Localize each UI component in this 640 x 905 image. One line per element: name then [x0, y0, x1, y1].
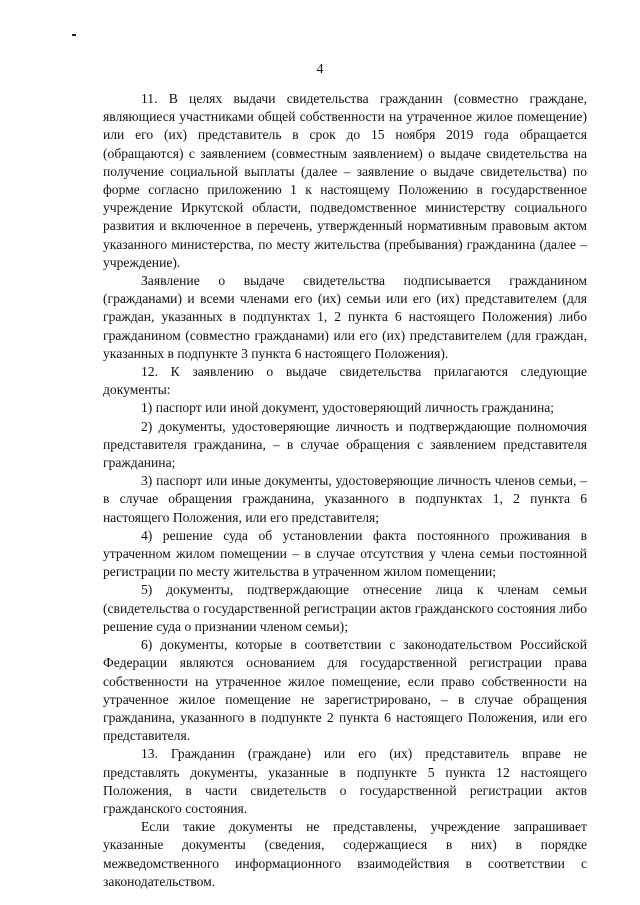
paragraph-11: 11. В целях выдачи свидетельства гражданин (совместно граждане, являющиеся участниками общей собственности на утраченное жилое помещение) или его (их) представитель в срок до 15 ноября 2019 года обращается (обращаются) с заявлением (совместным заявлением) о выдаче свидетельства на получение социальной выплаты (далее – заявление о выдаче свидетельства) по форме согласно приложению 1 к настоящему Положению в государственное учреждение Иркутской области, подведомственное министерству социального развития и включенное в перечень, утвержденный нормативным правовым актом указанного министерства, по месту жительства (пребывания) гражданина (далее – учреждение).: [103, 91, 587, 270]
list-item: 6) документы, которые в соответствии с законодательством Российской Федерации являются основанием для государственной регистрации права собственности на утраченное жилое помещение, если право собственности на утраченное жилое помещение не зарегистрировано, – в случае обращения гражданина, указанного в подпункте 2 пункта 6 настоящего Положения, или его представителя.: [103, 637, 587, 744]
paragraph-13: 13. Гражданин (граждане) или его (их) представитель вправе не представлять документы, указанные в подпункте 5 пункта 12 настоящего Положения, в части свидетельств о государственной регистрации актов гражданского состояния.: [103, 746, 587, 816]
list-item: 2) документы, удостоверяющие личность и подтверждающие полномочия представителя гражданина, – в случае обращения с заявлением представителя гражданина;: [103, 418, 587, 471]
paragraph-signature-rules: Заявление о выдаче свидетельства подписывается гражданином (гражданами) и всеми членами его (их) семьи или его (их) представителем (для граждан, указанных в подпунктах 1, 2 пункта 6 настоящего Положения) либо гражданином (совместно гражданами) или его (их) представителем (для граждан, указанных в подпункте 3 пункта 6 настоящего Положения).: [103, 273, 587, 361]
list-item: 5) документы, подтверждающие отнесение лица к членам семьи (свидетельства о государственной регистрации актов гражданского состояния либо решение суда о признании членом семьи);: [103, 582, 587, 634]
paragraph-interagency-request: Если такие документы не представлены, учреждение запрашивает указанные документы (сведения, содержащиеся в них) в порядке межведомственного информационного взаимодействия в соответствии с законодательством.: [103, 819, 587, 889]
list-item: 1) паспорт или иной документ, удостоверяющий личность гражданина;: [141, 400, 555, 416]
page-number: 4: [316, 62, 324, 77]
paragraph-12: 12. К заявлению о выдаче свидетельства прилагаются следующие документы:: [103, 364, 587, 398]
list-item: 4) решение суда об установлении факта постоянного проживания в утраченном жилом помещении – в случае отсутствия у члена семьи постоянной регистрации по месту жительства в утраченном жилом помещении;: [103, 527, 587, 580]
corner-mark: [72, 34, 76, 36]
list-item: 3) паспорт или иные документы, удостоверяющие личность членов семьи, – в случае обращения гражданина, указанного в подпунктах 1, 2 пункта 6 настоящего Положения, или его представителя;: [103, 473, 587, 525]
document-body: [103, 90, 587, 891]
